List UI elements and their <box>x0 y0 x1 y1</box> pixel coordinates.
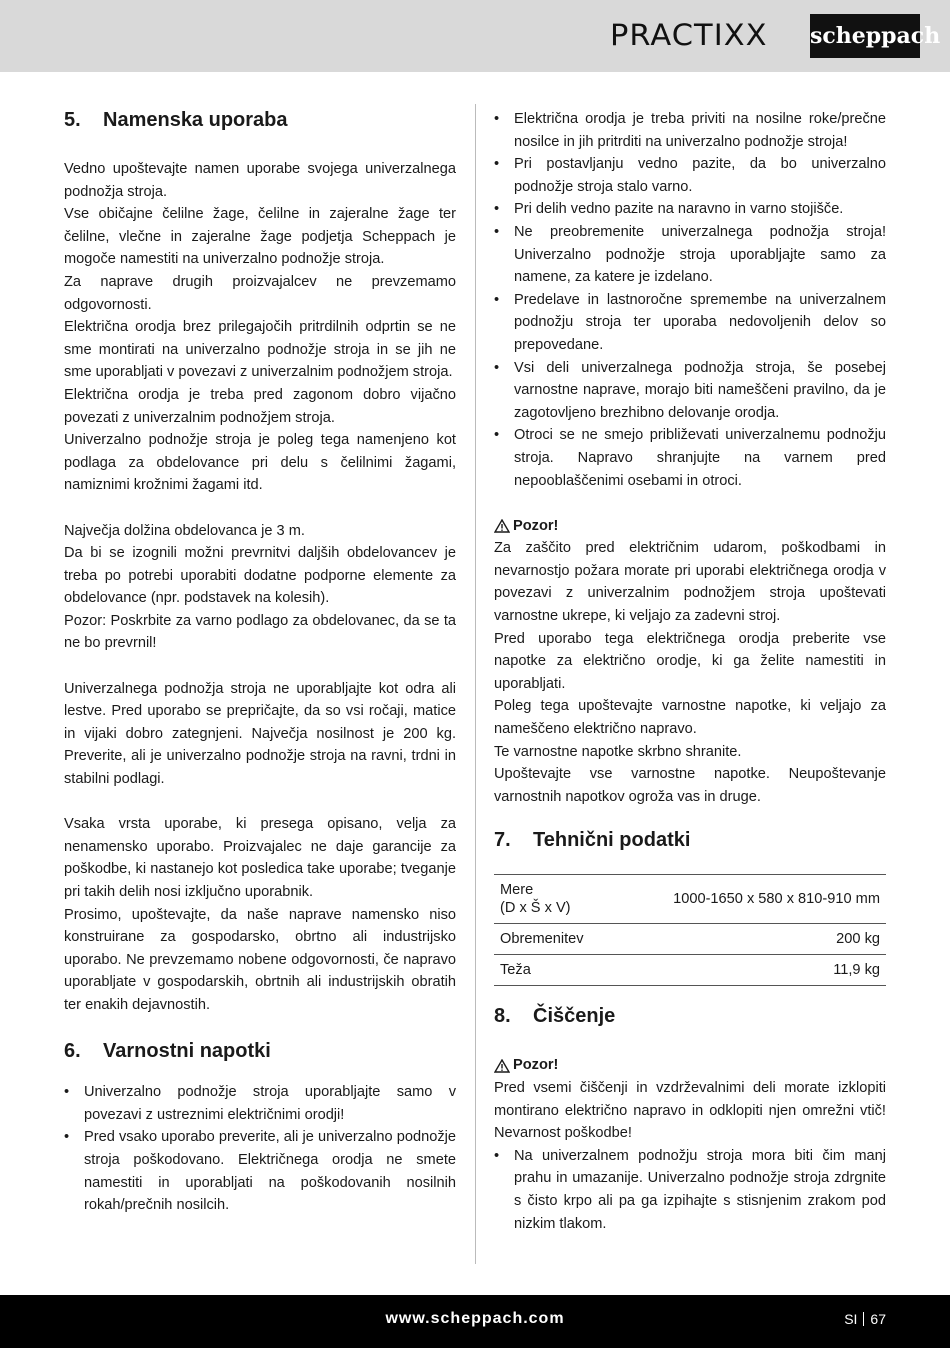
paragraph: Da bi se izognili možni prevrnitvi daljših obdelovancev je treba po potrebi uporabiti dodatne podporne elemente za obdelovance (npr. podstavek na kolesih). <box>64 545 456 607</box>
paragraph: Poleg tega upoštevajte varnostne napotke, ki veljajo za nameščeno električno napravo. <box>494 698 886 738</box>
practixx-logo: PRACTIXX <box>610 18 768 52</box>
paragraph: Za naprave drugih proizvajalcev ne prevzemamo odgovornosti. <box>64 273 456 313</box>
column-divider <box>475 104 476 1264</box>
page-info <box>844 1311 886 1327</box>
section-number: 6. <box>64 1040 81 1063</box>
page-footer <box>0 1295 950 1348</box>
page-number: 67 <box>870 1311 886 1327</box>
list-item: • Električna orodja je treba priviti na nosilne roke/prečne nosilce in jih pritrditi na univerzalno podnožje stroja! <box>494 108 886 153</box>
paragraph: Pozor: Poskrbite za varno podlago za obdelovanec, da se ta ne bo prevrnil! <box>64 612 456 652</box>
table-row <box>494 955 886 986</box>
paragraph: Univerzalnega podnožja stroja ne uporabljajte kot odra ali lestve. Pred uporabo se prepričajte, da so vsi ročaji, matice in vijaki dobro zategnjeni. Največja nosilnost je 200 kg. Preverite, ali je univerzalno podnožje stroja na ravni, trdni in stabilni podlagi. <box>64 680 456 788</box>
table-cell-value: 11,9 kg <box>613 955 886 986</box>
warning-icon <box>494 519 510 533</box>
page-header <box>0 0 950 72</box>
list-item: • Otroci se ne smejo približevati univerzalnemu podnožju stroja. Napravo shranjujte na varnem pred nepooblaščenimi osebami in otroci. <box>494 424 886 492</box>
paragraph: Električna orodja brez prilegajočih pritrdilnih odprtin se ne sme montirati na univerzalno podnožje stroja in se jih ne sme uporabljati v povezavi z univerzalnim podnožjem stroja. <box>64 319 456 381</box>
paragraph: Pred uporabo tega električnega orodja preberite vse napotke za električno orodje, ki ga želite namestiti in uporabljati. <box>494 630 886 692</box>
warning-icon <box>494 1059 510 1073</box>
right-column <box>494 108 886 1235</box>
table-row <box>494 924 886 955</box>
section-8-heading <box>494 1004 886 1028</box>
paragraph: Prosimo, upoštevajte, da naše naprave namensko niso konstruirane za gospodarsko, obrtno ali industrijsko uporabo. Ne prevzemamo nobene odgovornosti, če napravo uporabljate v gospodarskih, obrtnih ali industrijskih obratih ter enakih dejavnostih. <box>64 906 456 1013</box>
warning-heading <box>494 1054 886 1077</box>
list-item: • Predelave in lastnoročne spremembe na univerzalnem podnožju stroja ter uporaba nedovoljenih delov so prepovedane. <box>494 289 886 357</box>
list-item: • Ne preobremenite univerzalnega podnožja stroja! Univerzalno podnožje stroja uporabljajte samo za namene, za katere je izdelano. <box>494 221 886 289</box>
paragraph: Univerzalno podnožje stroja je poleg tega namenjeno kot podlaga za obdelovance pri delu s čelilnimi žagami, namiznimi krožnimi žagami itd. <box>64 432 456 494</box>
safety-list-left <box>64 1081 456 1217</box>
section-7-heading <box>494 828 886 852</box>
table-cell-label: Obremenitev <box>494 924 613 955</box>
cleaning-list <box>494 1145 886 1235</box>
technical-data-table <box>494 874 886 986</box>
warning-label: Pozor! <box>513 1057 559 1074</box>
list-item: • Pri delih vedno pazite na naravno in varno stojišče. <box>494 198 886 221</box>
paragraph: Vse običajne čelilne žage, čelilne in zajeralne žage ter čelilne, vlečne in zajeralne žage podjetja Scheppach je mogoče namestiti na univerzalno podnožje stroja. <box>64 206 456 268</box>
left-column <box>64 108 456 1217</box>
safety-list-right <box>494 108 886 492</box>
list-item: • Pri postavljanju vedno pazite, da bo univerzalno podnožje stroja stalo varno. <box>494 153 886 198</box>
paragraph: Vedno upoštevajte namen uporabe svojega univerzalnega podnožja stroja. <box>64 161 456 200</box>
section-6-heading <box>64 1039 456 1063</box>
list-item: • Univerzalno podnožje stroja uporabljajte samo v povezavi z ustreznimi električnimi orodji! <box>64 1081 456 1126</box>
language-code: SI <box>844 1311 858 1327</box>
scheppach-logo: scheppach <box>810 14 920 58</box>
section-title: Čiščenje <box>533 1005 616 1028</box>
paragraph: Največja dolžina obdelovanca je 3 m. <box>64 522 305 539</box>
list-item: • Na univerzalnem podnožju stroja mora biti čim manj prahu in umazanije. Univerzalno podnožje stroja zdrgnite s čisto krpo ali pa ga izpihajte s stisnjenim zrakom pod nizkim tlakom. <box>494 1145 886 1235</box>
section-number: 5. <box>64 109 81 131</box>
paragraph: Upoštevajte vse varnostne napotke. Neupoštevanje varnostnih napotkov ogroža vas in druge. <box>494 766 886 805</box>
paragraph: Pred vsemi čiščenji in vzdrževalnimi deli morate izklopiti montirano električno napravo in odklopiti njen omrežni vtič! Nevarnost poškodbe! <box>494 1080 886 1142</box>
list-item: • Pred vsako uporabo preverite, ali je univerzalno podnožje stroja poškodovano. Električnega orodja ne smete namestiti in uporabljati na poškodovanih nosilnih rokah/prečnih nosilcih. <box>64 1126 456 1216</box>
section-title: Tehnični podatki <box>533 829 691 852</box>
website-link[interactable]: www.scheppach.com <box>385 1310 565 1327</box>
table-row <box>494 875 886 924</box>
table-cell-label: Teža <box>494 955 613 986</box>
list-item: • Vsi deli univerzalnega podnožja stroja, še posebej varnostne naprave, morajo biti nameščeni pravilno, da je zagotovljeno brezhibno delovanje orodja. <box>494 357 886 425</box>
table-cell-value: 1000-1650 x 580 x 810-910 mm <box>613 875 886 924</box>
paragraph: Vsaka vrsta uporabe, ki presega opisano, velja za nenamensko uporabo. Proizvajalec ne daje garancije za poškodbe, ki nastanejo kot posledica take uporabe; tveganje pri takih delih nosi izključno uporabnik. <box>64 816 456 900</box>
section-number: 8. <box>494 1005 511 1028</box>
paragraph: Za zaščito pred električnim udarom, poškodbami in nevarnostjo požara morate pri uporabi električnega orodja v povezavi z univerzalnim podnožjem stroja upoštevati varnostne ukrepe, ki veljajo za zadevni stroj. <box>494 540 886 625</box>
table-cell-label: Mere (D x Š x V) <box>494 875 613 924</box>
warning-heading <box>494 515 886 538</box>
section-5-heading <box>64 108 456 132</box>
warning-label: Pozor! <box>513 517 559 534</box>
paragraph: Električna orodja je treba pred zagonom dobro vijačno povezati z univerzalnim podnožjem stroja. <box>64 386 456 426</box>
section-title: Namenska uporaba <box>103 109 288 131</box>
paragraph: Te varnostne napotke skrbno shranite. <box>494 743 742 760</box>
section-number: 7. <box>494 829 511 852</box>
section-title: Varnostni napotki <box>103 1040 271 1063</box>
table-cell-value: 200 kg <box>613 924 886 955</box>
